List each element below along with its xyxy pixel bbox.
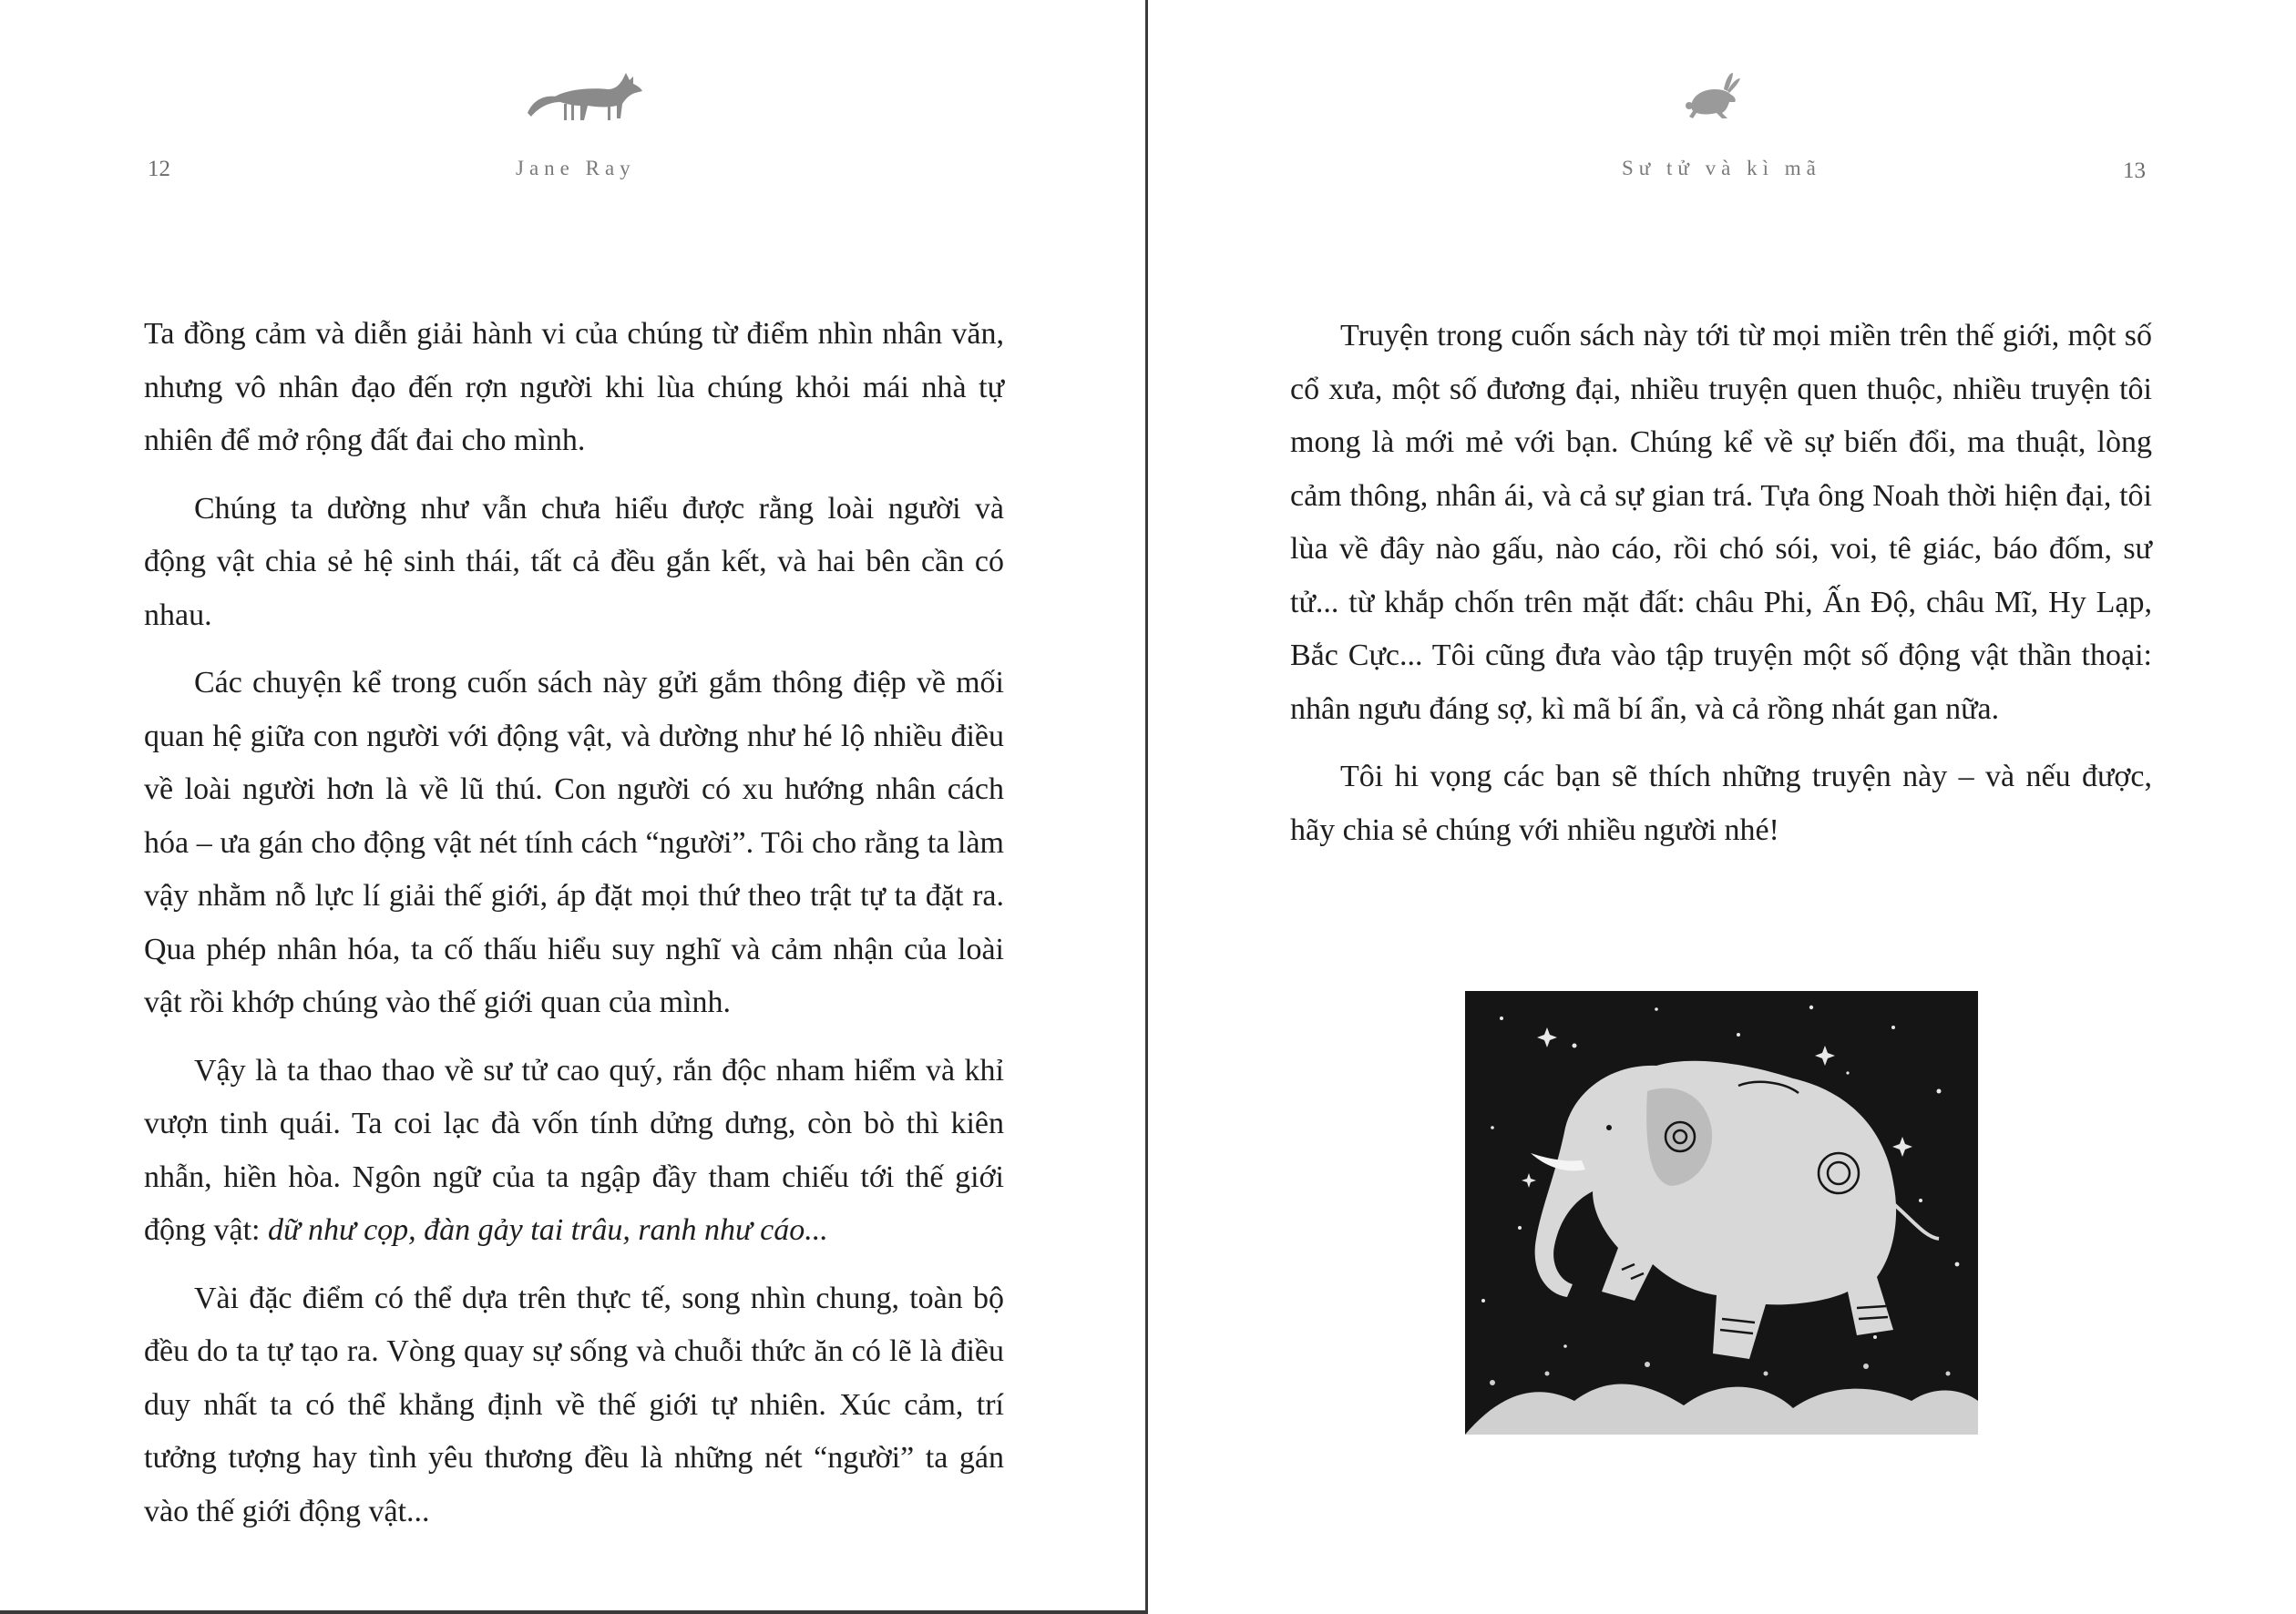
- paragraph-with-italic: [144, 1045, 1004, 1258]
- page-number-right: 13: [2123, 158, 2146, 183]
- paragraph: Tôi hi vọng các bạn sẽ thích những truyện này – và nếu được, hãy chia sẻ chúng với nhiều người nhé!: [1290, 760, 2152, 847]
- paragraph-text: Vậy là ta thao thao về sư tử cao quý, rắn độc nham hiểm và khỉ vượn tinh quái. Ta coi lạc đà vốn tính dửng dưng, còn bò thì kiên nhẫn, hiền hòa. Ngôn ngữ của ta ngập đầy tham chiếu tới thế giới động vật:: [144, 1053, 1004, 1247]
- right-body-text: [1290, 310, 2152, 872]
- running-head-author: Jane Ray: [516, 157, 636, 179]
- hare-icon: [1686, 71, 1744, 122]
- elephant-illustration-art: [1465, 991, 1978, 1435]
- italic-idioms: dữ như cọp, đàn gảy tai trâu, ranh như cáo...: [267, 1213, 828, 1247]
- elephant-illustration: [1465, 991, 1978, 1435]
- fox-icon: [524, 64, 644, 124]
- page-number-left: 12: [148, 157, 170, 181]
- paragraph: Vài đặc điểm có thể dựa trên thực tế, song nhìn chung, toàn bộ đều do ta tự tạo ra. Vòng quay sự sống và chuỗi thức ăn có lẽ là điều duy nhất ta có thể khẳng định về thế giới tự nhiên. Xúc cảm, trí tưởng tượng hay tình yêu thương đều là những nét “người” ta gán vào thế giới động vật...: [144, 1281, 1004, 1528]
- running-head-title: Sư tử và kì mã: [1622, 157, 1821, 179]
- left-body-text: [144, 308, 1004, 1553]
- paragraph: Ta đồng cảm và diễn giải hành vi của chúng từ điểm nhìn nhân văn, nhưng vô nhân đạo đến rợn người khi lùa chúng khỏi mái nhà tự nhiên để mở rộng đất đai cho mình.: [144, 317, 1004, 457]
- paragraph: Truyện trong cuốn sách này tới từ mọi miền trên thế giới, một số cổ xưa, một số đương đại, nhiều truyện quen thuộc, nhiều truyện tôi mong là mới mẻ với bạn. Chúng kể về sự biến đổi, ma thuật, lòng cảm thông, nhân ái, và cả sự gian trá. Tựa ông Noah thời hiện đại, tôi lùa về đây nào gấu, nào cáo, rồi chó sói, voi, tê giác, báo đốm, sư tử... từ khắp chốn trên mặt đất: châu Phi, Ấn Độ, châu Mĩ, Hy Lạp, Bắc Cực... Tôi cũng đưa vào tập truyện một số động vật thần thoại: nhân ngưu đáng sợ, kì mã bí ẩn, và cả rồng nhát gan nữa.: [1290, 319, 2152, 726]
- paragraph: Các chuyện kể trong cuốn sách này gửi gắm thông điệp về mối quan hệ giữa con người với động vật, và dường như hé lộ nhiều điều về loài người hơn là về lũ thú. Con người có xu hướng nhân cách hóa – ưa gán cho động vật nét tính cách “người”. Tôi cho rằng ta làm vậy nhằm nỗ lực lí giải thế giới, áp đặt mọi thứ theo trật tự ta đặt ra. Qua phép nhân hóa, ta cố thấu hiểu suy nghĩ và cảm nhận của loài vật rồi khớp chúng vào thế giới quan của mình.: [144, 666, 1004, 1019]
- paragraph: Chúng ta dường như vẫn chưa hiểu được rằng loài người và động vật chia sẻ hệ sinh thái, tất cả đều gắn kết, và hai bên cần có nhau.: [144, 491, 1004, 632]
